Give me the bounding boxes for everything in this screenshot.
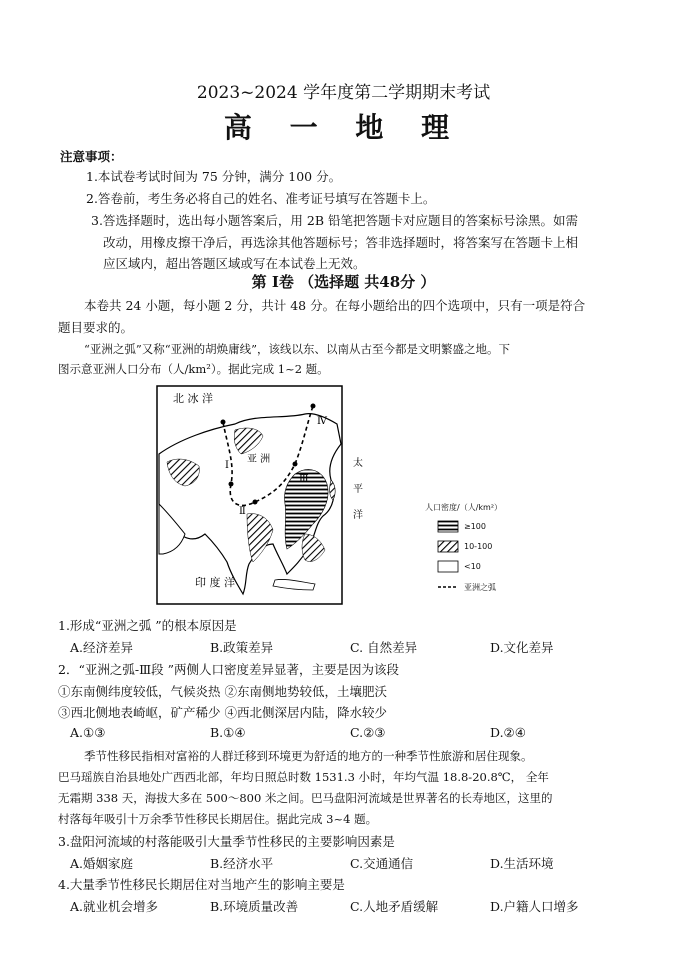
arc-node <box>253 500 258 505</box>
label-arc-segment: Ⅰ <box>225 460 229 471</box>
exam-year-title: 2023~2024 学年度第二学期期末考试 <box>196 83 491 103</box>
question-2-statement: ①东南侧纬度较低，气候炎热 ②东南侧地势较低，土壤肥沃 <box>58 684 387 699</box>
legend-label-low: <10 <box>464 562 481 571</box>
label-indian-ocean: 印 度 洋 <box>195 576 235 589</box>
option-c[interactable]: C.②③ <box>350 725 386 740</box>
option-b[interactable]: B.①④ <box>210 725 246 740</box>
question-2-statement: ③西北侧地表崎岖，矿产稀少 ④西北侧深居内陆，降水较少 <box>58 705 387 720</box>
notice-item: 2.答卷前，考生务必将自己的姓名、准考证号填写在答题卡上。 <box>86 191 436 206</box>
label-arc-segment: Ⅳ <box>317 416 327 427</box>
option-b[interactable]: B.环境质量改善 <box>210 899 299 914</box>
option-d[interactable]: D.户籍人口增多 <box>490 899 579 914</box>
legend-swatch-high <box>438 521 458 532</box>
legend-title: 人口密度/（人/km²） <box>425 503 503 512</box>
legend-label-arc: 亚洲之弧 <box>464 583 496 592</box>
label-pacific: 洋 <box>353 510 363 521</box>
option-a[interactable]: A.①③ <box>70 725 106 740</box>
passage-text: 图示意亚洲人口分布（人/km²）。据此完成 1~2 题。 <box>58 362 329 376</box>
passage-text: 村落每年吸引十万余季节性移民长期居住。据此完成 3~4 题。 <box>58 812 378 826</box>
notice-item: 1.本试卷考试时间为 75 分钟，满分 100 分。 <box>86 169 342 184</box>
passage-text: 巴马瑶族自治县地处广西西北部，年均日照总时数 1531.3 小时，年均气温 18.8-20.8℃， 全年 <box>58 770 549 784</box>
arc-node <box>229 482 234 487</box>
label-arc-segment: Ⅲ <box>299 474 309 485</box>
option-b[interactable]: B.政策差异 <box>210 640 274 655</box>
option-d[interactable]: D.②④ <box>490 725 526 740</box>
legend-label-mid: 10-100 <box>464 542 493 551</box>
label-pacific: 平 <box>353 484 363 495</box>
question-4-stem: 4.大量季节性移民长期居住对当地产生的影响主要是 <box>58 877 345 892</box>
label-arc-segment: Ⅱ <box>239 506 246 517</box>
section-intro: 本卷共 24 小题，每小题 2 分，共计 48 分。在每小题给出的四个选项中，只有一项是符合 <box>84 298 586 313</box>
passage-text: 季节性移民指相对富裕的人群迁移到环境更为舒适的地方的一种季节性旅游和居住现象。 <box>84 749 533 763</box>
section-intro: 题目要求的。 <box>58 320 134 335</box>
label-pacific: 太 <box>353 458 363 469</box>
asia-population-map <box>155 384 530 607</box>
map-graphic <box>155 384 530 607</box>
label-arctic-ocean: 北 冰 洋 <box>173 392 213 405</box>
legend-swatch-mid <box>438 541 458 552</box>
notice-item: 应区域内，超出答题区域或写在本试卷上无效。 <box>103 256 366 271</box>
label-asia: 亚 洲 <box>247 454 271 465</box>
option-c[interactable]: C.人地矛盾缓解 <box>350 899 439 914</box>
passage-text: 无霜期 338 天，海拔大多在 500～800 米之间。巴马盘阳河流域是世界著名的长寿地区，这里的 <box>58 791 553 805</box>
option-a[interactable]: A.经济差异 <box>70 640 134 655</box>
notice-item: 改动，用橡皮擦干净后，再选涂其他答题标号；答非选择题时，将答案写在答题卡上相 <box>103 235 579 250</box>
question-2-stem: 2．“亚洲之弧-Ⅲ段 ”两侧人口密度差异显著，主要是因为该段 <box>58 662 399 677</box>
passage-text: “亚洲之弧”又称“亚洲的胡焕庸线”，该线以东、以南从古至今都是文明繁盛之地。下 <box>84 342 511 356</box>
option-c[interactable]: C.交通通信 <box>350 856 414 871</box>
option-d[interactable]: D.文化差异 <box>490 640 554 655</box>
section-title: 第 Ⅰ卷 （选择题 共48分 ） <box>251 273 436 291</box>
legend-swatch-low <box>438 561 458 572</box>
question-3-stem: 3.盘阳河流域的村落能吸引大量季节性移民的主要影响因素是 <box>58 834 395 849</box>
option-d[interactable]: D.生活环境 <box>490 856 554 871</box>
arc-node <box>311 404 316 409</box>
option-a[interactable]: A.就业机会增多 <box>70 899 159 914</box>
notice-heading: 注意事项： <box>60 149 123 164</box>
notice-item: 3.答选择题时，选出每小题答案后，用 2B 铅笔把答题卡对应题目的答案标号涂黑。如需 <box>91 213 579 228</box>
arc-node <box>221 420 226 425</box>
option-c[interactable]: C. 自然差异 <box>350 640 418 655</box>
arc-node <box>293 462 298 467</box>
subject-title: 高 一 地 理 <box>223 111 464 144</box>
question-1-stem: 1.形成“亚洲之弧 ”的根本原因是 <box>58 618 237 633</box>
option-a[interactable]: A.婚姻家庭 <box>70 856 134 871</box>
legend-label-high: ≥100 <box>464 522 486 531</box>
option-b[interactable]: B.经济水平 <box>210 856 274 871</box>
